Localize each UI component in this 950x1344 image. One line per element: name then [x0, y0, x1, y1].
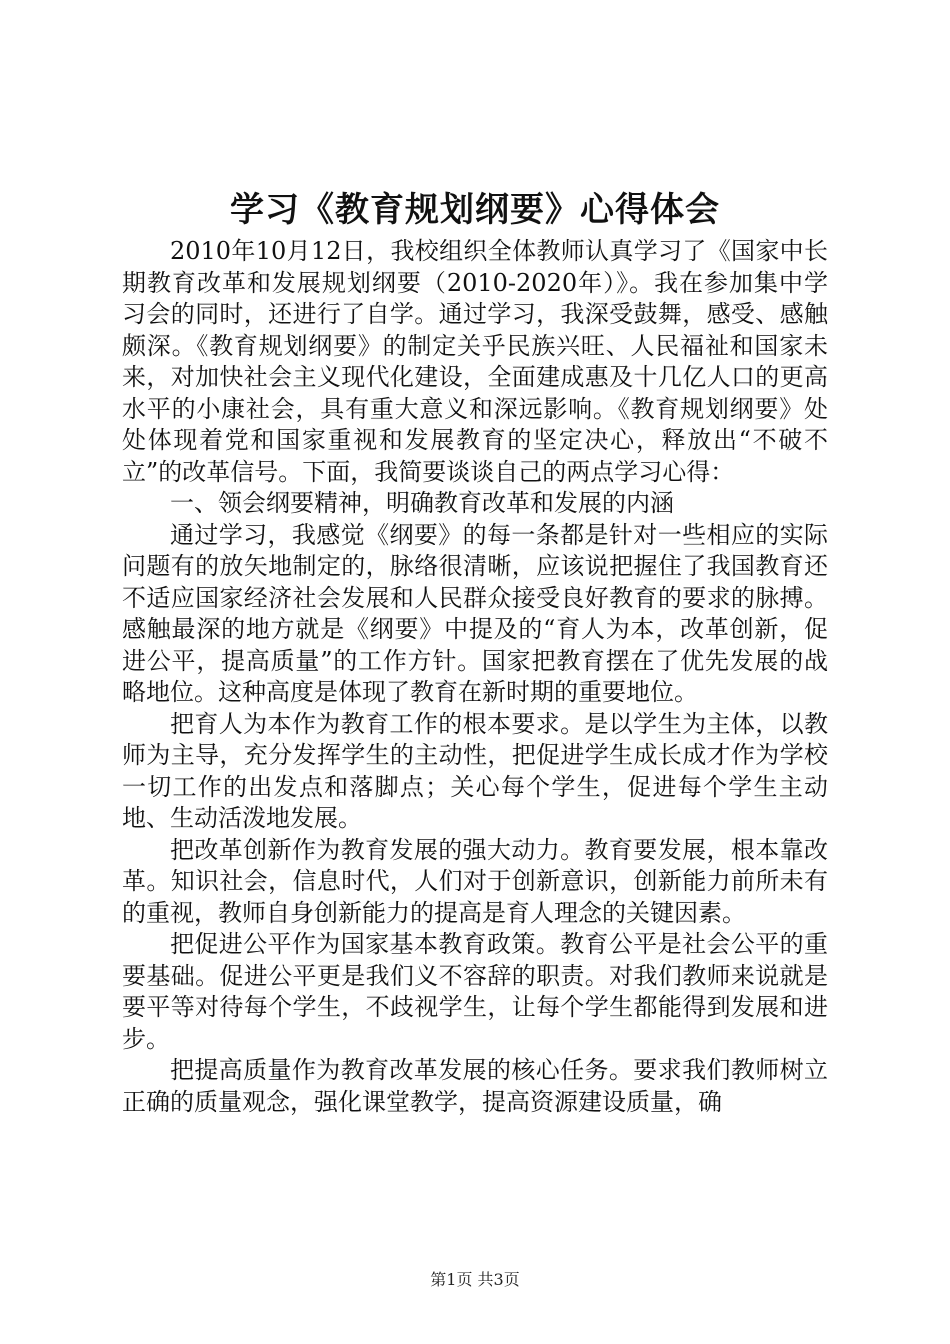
paragraph-quality: 把提高质量作为教育改革发展的核心任务。要求我们教师树立正确的质量观念，强化课堂教学，提高资源建设质量，确	[122, 1056, 828, 1116]
document-title: 学习《教育规划纲要》心得体会	[230, 190, 720, 230]
paragraph-intro: 2010年10月12日，我校组织全体教师认真学习了《国家中长期教育改革和发展规划纲要（2010-2020年）》。我在参加集中学习会的同时，还进行了自学。通过学习，我深受鼓舞，感受、感触颇深。《教育规划纲要》的制定关乎民族兴旺、人民福祉和国家未来，对加快社会主义现代化建设，全面建成惠及十几亿人口的更高水平的小康社会，具有重大意义和深远影响。《教育规划纲要》处处体现着党和国家重视和发展教育的坚定决心，释放出“不破不立”的改革信号。下面，我简要谈谈自己的两点学习心得：	[122, 237, 828, 486]
document-body	[122, 236, 828, 1118]
page-number-footer: 第1页 共3页	[430, 1270, 520, 1289]
paragraph-fairness: 把促进公平作为国家基本教育政策。教育公平是社会公平的重要基础。促进公平更是我们义不容辞的职责。对我们教师来说就是要平等对待每个学生，不歧视学生，让每个学生都能得到发展和进步。	[122, 930, 828, 1053]
section-heading: 一、领会纲要精神，明确教育改革和发展的内涵	[170, 489, 674, 517]
paragraph-outline: 通过学习，我感觉《纲要》的每一条都是针对一些相应的实际问题有的放矢地制定的，脉络很清晰，应该说把握住了我国教育还不适应国家经济社会发展和人民群众接受良好教育的要求的脉搏。感触最深的地方就是《纲要》中提及的“育人为本，改革创新，促进公平，提高质量”的工作方针。国家把教育摆在了优先发展的战略地位。这种高度是体现了教育在新时期的重要地位。	[122, 520, 828, 706]
paragraph-people-first: 把育人为本作为教育工作的根本要求。是以学生为主体，以教师为主导，充分发挥学生的主动性，把促进学生成长成才作为学校一切工作的出发点和落脚点；关心每个学生，促进每个学生主动地、生动活泼地发展。	[122, 709, 828, 832]
paragraph-reform-innovation: 把改革创新作为教育发展的强大动力。教育要发展，根本靠改革。知识社会，信息时代，人们对于创新意识，创新能力前所未有的重视，教师自身创新能力的提高是育人理念的关键因素。	[122, 835, 828, 927]
